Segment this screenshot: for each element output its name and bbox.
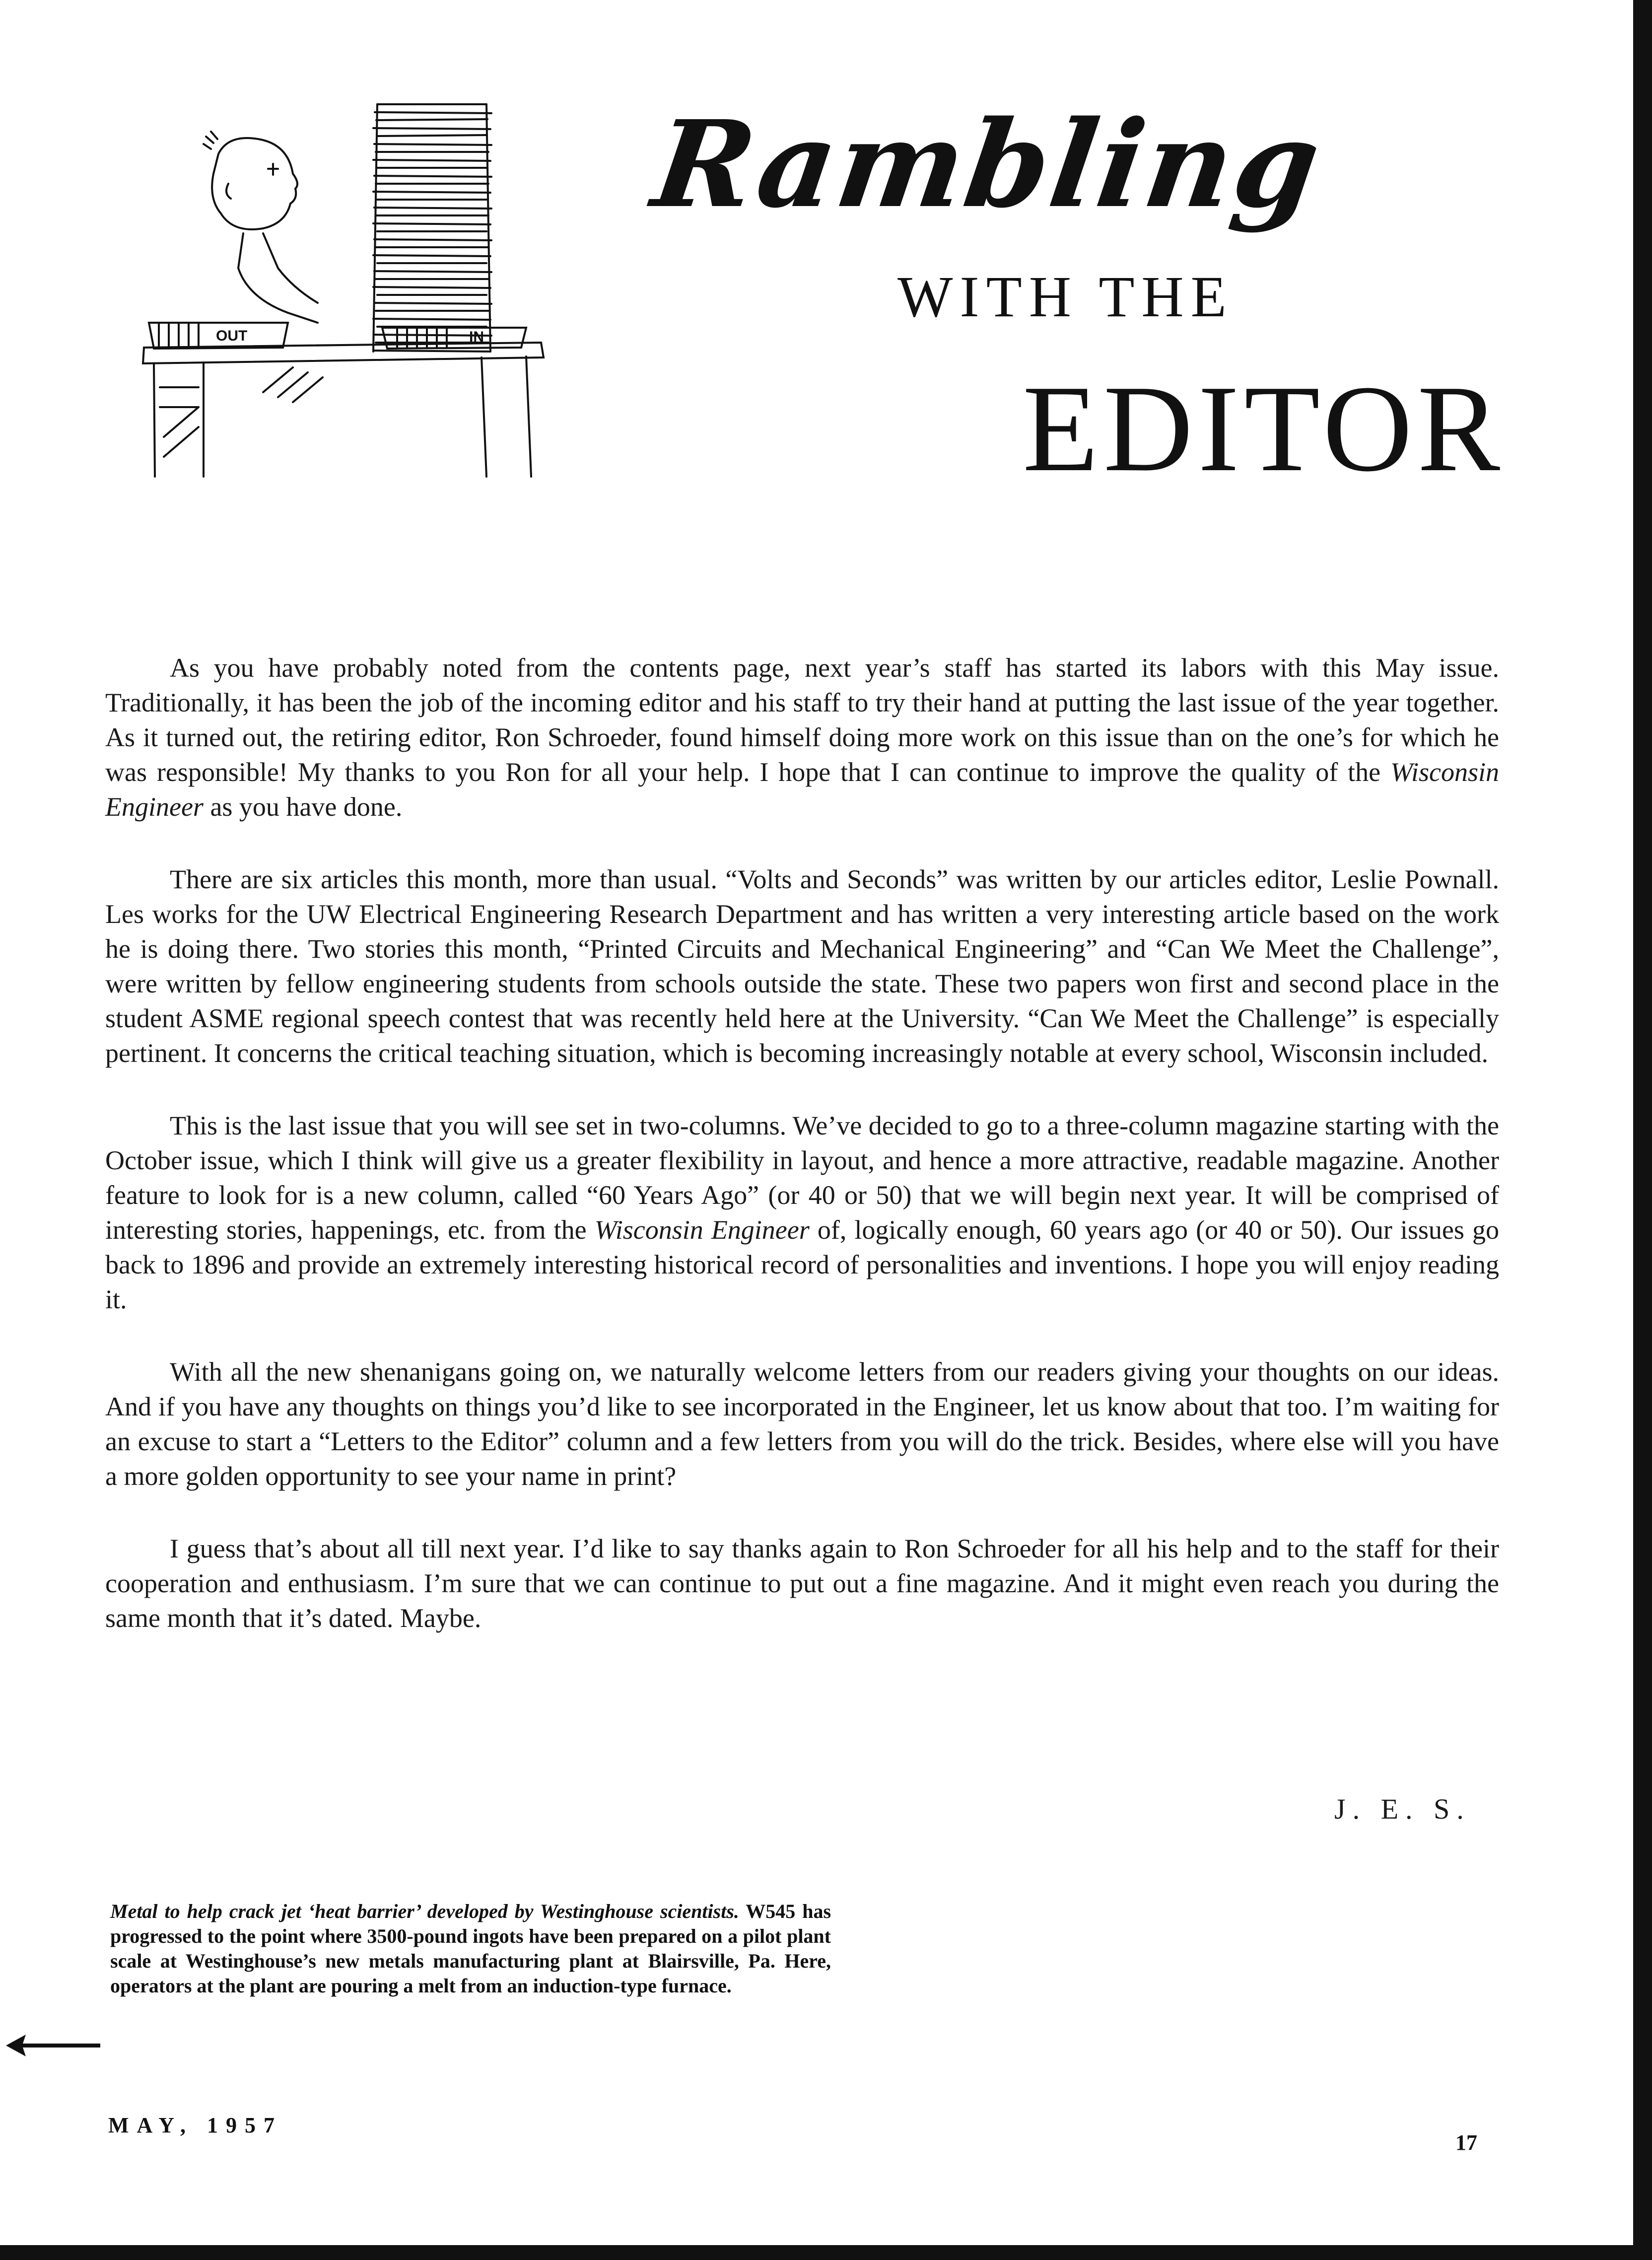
heading-with-the: WITH THE — [897, 264, 1234, 329]
left-arrow-icon — [6, 2031, 100, 2060]
photo-caption — [110, 1899, 831, 1998]
editor-figure-icon — [204, 132, 318, 323]
paragraph-4: With all the new shenanigans going on, we naturally welcome letters from our readers giving your thoughts on our ideas. And if you have any thoughts on things you’d like to see incorporated in the Engineer, let us know about that too. I’m waiting for an excuse to start a “Letters to the Editor” column and a few letters from you will do the trick. Besides, where else will you have a more golden opportunity to see your name in print? — [105, 1357, 1499, 1491]
caption-text: W545 has progressed to the point where 3500-pound ingots have been prepared on a pilot plant scale at Westinghouse’s new metals manufacturing plant at Blairsville, Pa. Here, operators at the plant are pouring a melt from an induction-type furnace. — [110, 1900, 831, 1997]
in-tray-label: IN — [469, 329, 484, 345]
out-tray-label: OUT — [216, 328, 248, 344]
footer-page-number: 17 — [1455, 2130, 1477, 2155]
scan-edge-right — [1633, 0, 1652, 2260]
heading-rambling: Rambling — [645, 94, 1330, 234]
in-tray-icon — [382, 328, 526, 349]
desk-icon — [143, 343, 544, 363]
paragraph-1: As you have probably noted from the contents page, next year’s staff has started its labors with this May issue. Traditionally, it has been the job of the incoming editor and his staff to try their hand at putting the last issue of the year together. As it turned out, the retiring editor, Ron Schroeder, found himself doing more work on this issue than on the one’s for which he was responsible! My thanks to you Ron for all your help. I hope that I can continue to improve the quality of the Wisconsin Engineer as you have done. — [105, 653, 1499, 822]
paragraph-3: This is the last issue that you will see set in two-columns. We’ve decided to go to a three-column magazine starting with the October issue, which I think will give us a greater flexibility in layout, and hence a more attractive, readable magazine. Another feature to look for is a new column, called “60 Years Ago” (or 40 or 50) that we will begin next year. It will be comprised of interesting stories, happenings, etc. from the Wisconsin Engineer of, logically enough, 60 years ago (or 40 or 50). Our issues go back to 1896 and provide an extremely interesting historical record of personalities and inventions. I hope you will enjoy reading it. — [105, 1111, 1499, 1314]
caption-lead: Metal to help crack jet ‘heat barrier’ developed by Westinghouse scientists. — [110, 1900, 739, 1922]
scan-edge-bottom — [0, 2245, 1652, 2260]
editorial-body — [105, 650, 1499, 1673]
footer-issue-date: MAY, 1957 — [108, 2113, 283, 2137]
paragraph-2: There are six articles this month, more than usual. “Volts and Seconds” was written by our articles editor, Leslie Pownall. Les works for the UW Electrical Engineering Research Department and has written a very interesting article based on the work he is doing there. Two stories this month, “Printed Circuits and Mechanical Engineering” and “Can We Meet the Challenge”, were written by fellow engineering students from schools outside the state. These two papers won first and second place in the student ASME regional speech contest that was recently held here at the University. “Can We Meet the Challenge” is especially pertinent. It concerns the critical teaching situation, which is becoming increasingly notable at every school, Wisconsin included. — [105, 864, 1499, 1068]
editor-cartoon-illustration — [129, 89, 566, 487]
heading-editor: EDITOR — [1023, 360, 1505, 497]
editor-signature: J. E. S. — [1334, 1793, 1471, 1825]
paragraph-5: I guess that’s about all till next year. I’d like to say thanks again to Ron Schroeder for all his help and to the staff for their cooperation and enthusiasm. I’m sure that we can continue to put out a fine magazine. And it might even reach you during the same month that it’s dated. Maybe. — [105, 1534, 1499, 1633]
paper-stack-icon — [373, 104, 491, 352]
